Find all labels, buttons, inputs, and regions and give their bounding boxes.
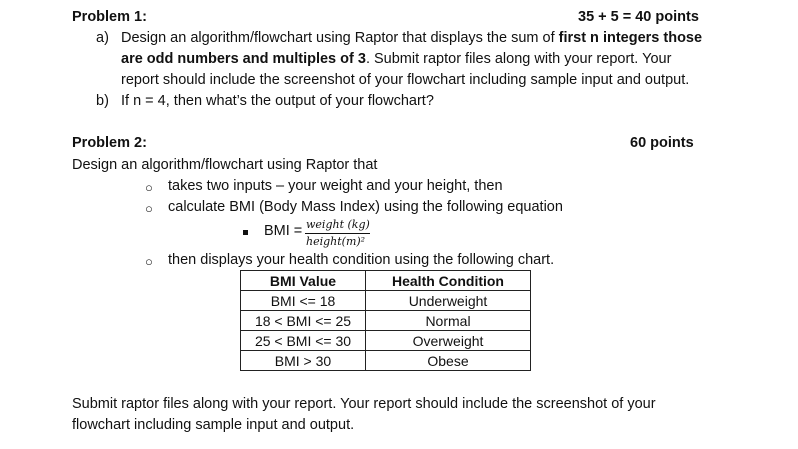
bullet-calculate-bmi: calculate BMI (Body Mass Index) using the following equation [168, 199, 563, 215]
item-a-line2-bold: are odd numbers and multiples of 3 [121, 51, 366, 67]
item-a-line2 [121, 51, 671, 67]
bmi-equation-label: BMI = [264, 223, 303, 239]
submit-instruction-line2: flowchart including sample input and output. [72, 417, 355, 433]
problem2-points: 60 points [630, 135, 694, 151]
table-cell-bmi: 18 < BMI <= 25 [241, 311, 366, 331]
table-row [241, 311, 531, 331]
problem1-points: 35 + 5 = 40 points [578, 9, 699, 25]
hollow-bullet-icon: ○ [145, 180, 153, 195]
problem2-title: Problem 2: [72, 135, 147, 151]
fraction-bar [305, 233, 370, 234]
table-row [241, 351, 531, 371]
table-cell-condition: Overweight [366, 331, 531, 351]
table-row [241, 331, 531, 351]
bmi-denominator: height(m)² [306, 235, 366, 248]
bmi-numerator: weight (kg) [306, 218, 370, 231]
table-cell-bmi: 25 < BMI <= 30 [241, 331, 366, 351]
item-a-line1 [121, 30, 702, 46]
table-header-health-condition: Health Condition [366, 271, 531, 291]
item-a-label: a) [96, 30, 109, 46]
table-cell-condition: Normal [366, 311, 531, 331]
problem2-intro: Design an algorithm/flowchart using Raptor that [72, 157, 378, 173]
submit-instruction-line1: Submit raptor files along with your report. Your report should include the screenshot of your [72, 396, 656, 412]
table-cell-bmi: BMI <= 18 [241, 291, 366, 311]
table-row [241, 291, 531, 311]
hollow-bullet-icon: ○ [145, 254, 153, 269]
hollow-bullet-icon: ○ [145, 201, 153, 216]
item-b-text: If n = 4, then what’s the output of your flowchart? [121, 93, 434, 109]
table-header-bmi-value: BMI Value [241, 271, 366, 291]
item-a-line3: report should include the screenshot of your flowchart including sample input and output. [121, 72, 690, 88]
bullet-takes-inputs: takes two inputs – your weight and your height, then [168, 178, 503, 194]
item-a-line2-text: . Submit raptor files along with your report. Your [365, 51, 672, 67]
table-cell-condition: Obese [366, 351, 531, 371]
item-a-line1-bold: first n integers those [558, 30, 703, 46]
problem1-title: Problem 1: [72, 9, 147, 25]
table-cell-bmi: BMI > 30 [241, 351, 366, 371]
item-b-label: b) [96, 93, 109, 109]
table-cell-condition: Underweight [366, 291, 531, 311]
square-bullet-icon [243, 230, 248, 235]
item-a-line1-text: Design an algorithm/flowchart using Raptor that displays the sum of [121, 30, 559, 46]
bmi-table [240, 270, 531, 371]
bullet-display-condition: then displays your health condition using the following chart. [168, 252, 555, 268]
